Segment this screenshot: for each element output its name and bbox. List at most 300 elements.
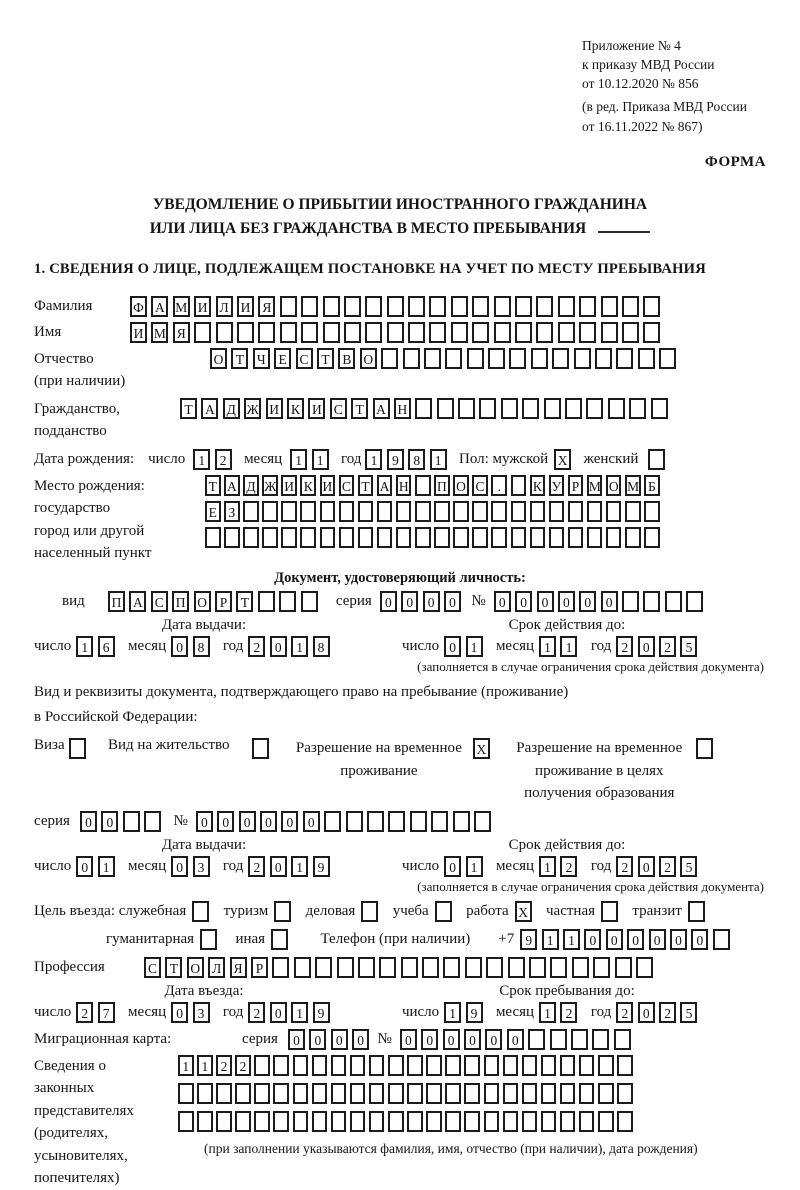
form-cell[interactable]: 0 [691,929,708,950]
form-cell[interactable]: 6 [98,636,115,657]
form-cell[interactable] [464,1055,480,1076]
form-cell[interactable]: Д [243,475,259,496]
form-cell[interactable]: 0 [270,856,287,877]
form-cell[interactable]: 0 [444,636,461,657]
form-cell[interactable] [243,501,259,522]
form-cell[interactable] [622,322,639,343]
form-cell[interactable]: Е [205,501,221,522]
form-cell[interactable] [593,957,610,978]
form-cell[interactable] [408,296,425,317]
form-cell[interactable]: Т [317,348,334,369]
form-cell[interactable] [426,1111,442,1132]
form-cell[interactable] [369,1111,385,1132]
form-cell[interactable] [522,1083,538,1104]
form-cell[interactable] [323,322,340,343]
form-cell[interactable] [472,527,488,548]
form-cell[interactable] [451,322,468,343]
form-cell[interactable] [617,1083,633,1104]
form-cell[interactable] [271,929,288,950]
form-cell[interactable] [601,296,618,317]
form-cell[interactable]: 0 [421,1029,438,1050]
form-cell[interactable]: Т [205,475,221,496]
form-cell[interactable]: 1 [197,1055,213,1076]
form-cell[interactable]: Я [230,957,247,978]
form-cell[interactable] [280,322,297,343]
form-cell[interactable] [301,296,318,317]
form-cell[interactable]: Т [180,398,197,419]
form-cell[interactable]: Т [358,475,374,496]
form-cell[interactable] [415,475,431,496]
form-cell[interactable]: 0 [281,811,298,832]
form-cell[interactable] [453,527,469,548]
form-cell[interactable]: Ф [130,296,147,317]
form-cell[interactable] [262,501,278,522]
form-cell[interactable]: И [194,296,211,317]
form-cell[interactable] [568,527,584,548]
form-cell[interactable] [592,1029,609,1050]
form-cell[interactable]: А [129,591,146,612]
form-cell[interactable]: 1 [444,1002,461,1023]
form-cell[interactable]: И [237,296,254,317]
form-cell[interactable]: Ж [262,475,278,496]
form-cell[interactable] [617,1055,633,1076]
form-cell[interactable]: 1 [430,449,447,470]
form-cell[interactable]: 2 [76,1002,93,1023]
form-cell[interactable] [381,348,398,369]
form-cell[interactable]: X [554,449,571,470]
form-cell[interactable] [515,296,532,317]
form-cell[interactable] [301,591,318,612]
form-cell[interactable]: И [308,398,325,419]
form-cell[interactable]: 2 [560,1002,577,1023]
form-cell[interactable]: 3 [193,1002,210,1023]
form-cell[interactable]: 2 [659,856,676,877]
form-cell[interactable]: 1 [539,636,556,657]
form-cell[interactable]: 9 [466,1002,483,1023]
form-cell[interactable] [388,1055,404,1076]
form-cell[interactable]: 0 [171,856,188,877]
form-cell[interactable]: 0 [196,811,213,832]
form-cell[interactable] [565,398,582,419]
form-cell[interactable]: 0 [515,591,532,612]
form-cell[interactable] [550,1029,567,1050]
form-cell[interactable]: 5 [680,1002,697,1023]
form-cell[interactable] [434,527,450,548]
form-cell[interactable]: 0 [260,811,277,832]
form-cell[interactable] [531,348,548,369]
form-cell[interactable] [558,322,575,343]
form-cell[interactable] [365,296,382,317]
form-cell[interactable] [529,957,546,978]
form-cell[interactable] [422,957,439,978]
form-cell[interactable] [435,901,452,922]
form-cell[interactable] [443,957,460,978]
form-cell[interactable]: К [300,475,316,496]
form-cell[interactable]: Т [351,398,368,419]
form-cell[interactable] [491,527,507,548]
form-cell[interactable] [350,1055,366,1076]
form-cell[interactable] [579,1111,595,1132]
form-cell[interactable]: 7 [98,1002,115,1023]
form-cell[interactable]: 2 [560,856,577,877]
form-cell[interactable] [536,296,553,317]
form-cell[interactable] [445,1083,461,1104]
form-cell[interactable]: 0 [101,811,118,832]
form-cell[interactable] [429,322,446,343]
form-cell[interactable]: О [453,475,469,496]
form-cell[interactable] [320,501,336,522]
form-cell[interactable] [464,1111,480,1132]
form-cell[interactable] [431,811,448,832]
form-cell[interactable]: 1 [193,449,210,470]
form-cell[interactable]: 9 [313,1002,330,1023]
form-cell[interactable] [648,449,665,470]
form-cell[interactable] [350,1083,366,1104]
form-cell[interactable] [197,1083,213,1104]
form-cell[interactable] [484,1083,500,1104]
form-cell[interactable]: 1 [312,449,329,470]
form-cell[interactable]: Т [165,957,182,978]
form-cell[interactable] [530,501,546,522]
form-cell[interactable]: 0 [579,591,596,612]
form-cell[interactable] [237,322,254,343]
form-cell[interactable] [638,348,655,369]
form-cell[interactable] [643,296,660,317]
form-cell[interactable] [479,398,496,419]
form-cell[interactable] [467,348,484,369]
form-cell[interactable]: 0 [601,591,618,612]
form-cell[interactable] [216,322,233,343]
form-cell[interactable] [258,322,275,343]
form-cell[interactable] [192,901,209,922]
form-cell[interactable] [407,1083,423,1104]
form-cell[interactable] [472,296,489,317]
form-cell[interactable]: И [130,322,147,343]
form-cell[interactable] [339,527,355,548]
form-cell[interactable] [144,811,161,832]
form-cell[interactable] [549,527,565,548]
form-cell[interactable] [579,1055,595,1076]
form-cell[interactable]: М [151,322,168,343]
form-cell[interactable]: 9 [520,929,537,950]
form-cell[interactable] [445,1111,461,1132]
form-cell[interactable] [629,398,646,419]
form-cell[interactable] [614,1029,631,1050]
form-cell[interactable] [686,591,703,612]
form-cell[interactable]: М [625,475,641,496]
form-cell[interactable]: 0 [171,636,188,657]
form-cell[interactable]: Н [396,475,412,496]
form-cell[interactable]: . [491,475,507,496]
form-cell[interactable] [331,1083,347,1104]
form-cell[interactable]: 0 [670,929,687,950]
form-cell[interactable]: Л [216,296,233,317]
form-cell[interactable]: 0 [558,591,575,612]
form-cell[interactable]: С [144,957,161,978]
form-cell[interactable]: 0 [537,591,554,612]
form-cell[interactable]: 1 [466,636,483,657]
form-cell[interactable]: 2 [248,856,265,877]
form-cell[interactable] [344,322,361,343]
form-cell[interactable] [408,322,425,343]
form-cell[interactable] [346,811,363,832]
form-cell[interactable] [579,322,596,343]
form-cell[interactable] [369,1083,385,1104]
form-cell[interactable]: С [472,475,488,496]
form-cell[interactable] [659,348,676,369]
form-cell[interactable] [388,1083,404,1104]
form-cell[interactable]: 9 [387,449,404,470]
form-cell[interactable]: 1 [563,929,580,950]
form-cell[interactable] [324,811,341,832]
form-cell[interactable] [429,296,446,317]
form-cell[interactable] [216,1111,232,1132]
form-cell[interactable] [377,527,393,548]
form-cell[interactable] [560,1083,576,1104]
form-cell[interactable] [464,1083,480,1104]
form-cell[interactable] [472,322,489,343]
form-cell[interactable]: О [210,348,227,369]
form-cell[interactable] [503,1055,519,1076]
form-cell[interactable]: 2 [616,1002,633,1023]
form-cell[interactable]: П [172,591,189,612]
form-cell[interactable] [643,591,660,612]
form-cell[interactable] [560,1111,576,1132]
form-cell[interactable]: 1 [291,636,308,657]
form-cell[interactable]: 0 [270,1002,287,1023]
form-cell[interactable]: С [330,398,347,419]
form-cell[interactable]: Ж [244,398,261,419]
form-cell[interactable] [445,1055,461,1076]
form-cell[interactable]: 5 [680,636,697,657]
form-cell[interactable] [300,501,316,522]
form-cell[interactable] [484,1111,500,1132]
form-cell[interactable] [587,501,603,522]
form-cell[interactable]: Я [258,296,275,317]
form-cell[interactable] [281,527,297,548]
form-cell[interactable]: 0 [401,591,418,612]
form-cell[interactable]: 8 [408,449,425,470]
form-cell[interactable]: У [549,475,565,496]
form-cell[interactable]: 0 [288,1029,305,1050]
form-cell[interactable] [598,1111,614,1132]
form-cell[interactable] [625,527,641,548]
form-cell[interactable] [365,322,382,343]
form-cell[interactable]: 8 [313,636,330,657]
form-cell[interactable] [224,527,240,548]
form-cell[interactable] [579,296,596,317]
form-cell[interactable] [571,1029,588,1050]
form-cell[interactable] [194,322,211,343]
form-cell[interactable] [197,1111,213,1132]
form-cell[interactable] [243,527,259,548]
form-cell[interactable]: Б [644,475,660,496]
form-cell[interactable] [274,901,291,922]
form-cell[interactable] [339,501,355,522]
form-cell[interactable] [558,296,575,317]
form-cell[interactable]: А [373,398,390,419]
form-cell[interactable]: Л [208,957,225,978]
form-cell[interactable]: 1 [539,856,556,877]
form-cell[interactable]: Т [231,348,248,369]
form-cell[interactable] [350,1111,366,1132]
form-cell[interactable] [235,1083,251,1104]
form-cell[interactable] [312,1083,328,1104]
form-cell[interactable] [511,527,527,548]
form-cell[interactable] [377,501,393,522]
form-cell[interactable] [615,957,632,978]
form-cell[interactable] [396,501,412,522]
form-cell[interactable]: 0 [584,929,601,950]
form-cell[interactable] [69,738,86,759]
form-cell[interactable] [379,957,396,978]
form-cell[interactable]: 0 [444,591,461,612]
form-cell[interactable] [293,1111,309,1132]
form-cell[interactable] [358,957,375,978]
form-cell[interactable] [541,1083,557,1104]
form-cell[interactable] [644,501,660,522]
form-cell[interactable]: 1 [98,856,115,877]
form-cell[interactable] [528,1029,545,1050]
form-cell[interactable]: X [473,738,490,759]
form-cell[interactable] [484,1055,500,1076]
form-cell[interactable] [541,1111,557,1132]
form-cell[interactable] [552,348,569,369]
form-cell[interactable] [617,1111,633,1132]
form-cell[interactable] [508,957,525,978]
form-cell[interactable] [453,501,469,522]
form-cell[interactable] [437,398,454,419]
form-cell[interactable] [273,1111,289,1132]
form-cell[interactable] [358,501,374,522]
form-cell[interactable] [388,1111,404,1132]
form-cell[interactable] [503,1111,519,1132]
form-cell[interactable] [651,398,668,419]
form-cell[interactable]: 0 [507,1029,524,1050]
form-cell[interactable] [424,348,441,369]
form-cell[interactable]: 0 [270,636,287,657]
form-cell[interactable] [445,348,462,369]
form-cell[interactable] [300,527,316,548]
form-cell[interactable]: 0 [352,1029,369,1050]
form-cell[interactable] [501,398,518,419]
form-cell[interactable]: 0 [494,591,511,612]
form-cell[interactable]: 1 [539,1002,556,1023]
form-cell[interactable]: 1 [178,1055,194,1076]
form-cell[interactable]: 0 [380,591,397,612]
form-cell[interactable] [337,957,354,978]
form-cell[interactable]: 8 [193,636,210,657]
form-cell[interactable]: 0 [627,929,644,950]
form-cell[interactable]: 0 [171,1002,188,1023]
form-cell[interactable]: С [296,348,313,369]
form-cell[interactable]: 1 [542,929,559,950]
form-cell[interactable] [200,929,217,950]
form-cell[interactable]: 5 [680,856,697,877]
form-cell[interactable] [560,1055,576,1076]
form-cell[interactable]: 3 [193,856,210,877]
form-cell[interactable] [387,322,404,343]
form-cell[interactable]: 0 [239,811,256,832]
form-cell[interactable]: А [151,296,168,317]
form-cell[interactable] [458,398,475,419]
form-cell[interactable] [312,1055,328,1076]
form-cell[interactable] [273,1055,289,1076]
form-cell[interactable]: О [606,475,622,496]
form-cell[interactable] [273,1083,289,1104]
form-cell[interactable] [320,527,336,548]
form-cell[interactable]: 0 [80,811,97,832]
form-cell[interactable] [579,1083,595,1104]
form-cell[interactable]: 0 [303,811,320,832]
form-cell[interactable]: М [173,296,190,317]
form-cell[interactable]: О [194,591,211,612]
form-cell[interactable] [644,527,660,548]
form-cell[interactable] [205,527,221,548]
form-cell[interactable]: К [530,475,546,496]
form-cell[interactable] [474,811,491,832]
form-cell[interactable]: 0 [638,856,655,877]
form-cell[interactable] [387,296,404,317]
form-cell[interactable] [262,527,278,548]
form-cell[interactable]: 2 [235,1055,251,1076]
form-cell[interactable] [503,1083,519,1104]
form-cell[interactable] [272,957,289,978]
form-cell[interactable]: 0 [649,929,666,950]
form-cell[interactable] [601,322,618,343]
form-cell[interactable]: П [108,591,125,612]
form-cell[interactable] [541,1055,557,1076]
form-cell[interactable]: 2 [659,1002,676,1023]
form-cell[interactable]: И [320,475,336,496]
form-cell[interactable] [258,591,275,612]
form-cell[interactable] [415,398,432,419]
form-cell[interactable] [344,296,361,317]
form-cell[interactable] [616,348,633,369]
form-cell[interactable] [331,1055,347,1076]
form-cell[interactable]: 0 [76,856,93,877]
form-cell[interactable]: 1 [290,449,307,470]
form-cell[interactable] [293,1083,309,1104]
form-cell[interactable] [369,1055,385,1076]
form-cell[interactable] [358,527,374,548]
form-cell[interactable] [665,591,682,612]
form-cell[interactable] [472,501,488,522]
form-cell[interactable] [491,501,507,522]
form-cell[interactable]: 2 [616,856,633,877]
form-cell[interactable] [625,501,641,522]
form-cell[interactable]: Р [568,475,584,496]
form-cell[interactable] [688,901,705,922]
form-cell[interactable] [331,1111,347,1132]
form-cell[interactable] [178,1111,194,1132]
form-cell[interactable] [434,501,450,522]
form-cell[interactable]: 1 [76,636,93,657]
form-cell[interactable]: О [360,348,377,369]
form-cell[interactable] [549,501,565,522]
form-cell[interactable]: 2 [616,636,633,657]
form-cell[interactable] [515,322,532,343]
form-cell[interactable]: И [281,475,297,496]
form-cell[interactable]: И [266,398,283,419]
form-cell[interactable]: 0 [443,1029,460,1050]
form-cell[interactable] [312,1111,328,1132]
form-cell[interactable] [511,501,527,522]
form-cell[interactable] [522,1111,538,1132]
form-cell[interactable] [608,398,625,419]
form-cell[interactable] [522,398,539,419]
form-cell[interactable]: Д [223,398,240,419]
